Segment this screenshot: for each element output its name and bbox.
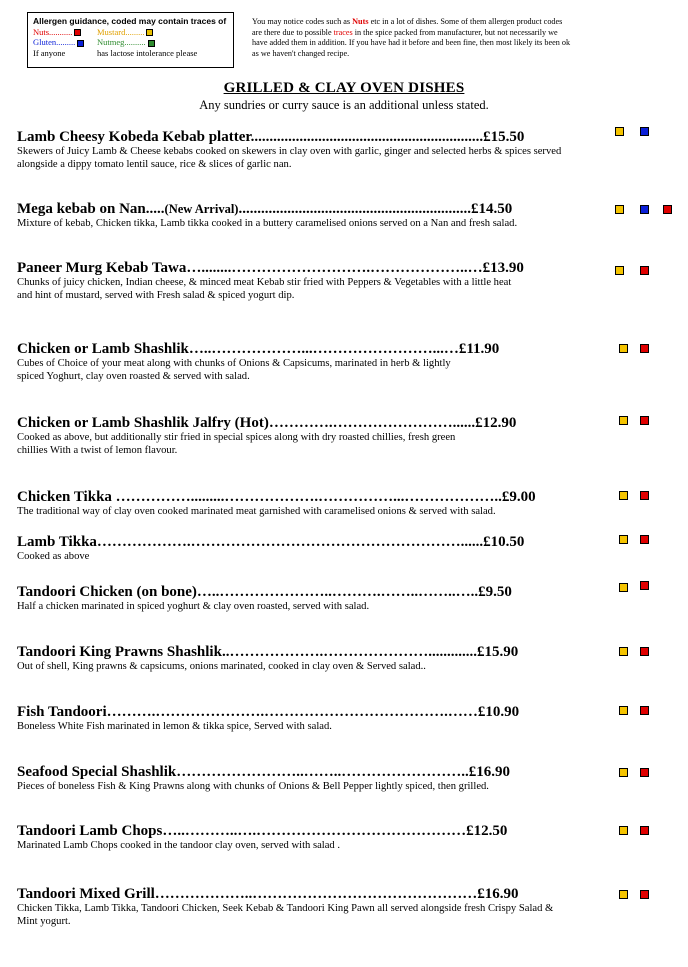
nuts-code-icon (640, 266, 649, 275)
dish-name: Fish Tandoori……….………………….……………………………….……£10.90 (17, 704, 520, 720)
mustard-code-icon (146, 29, 153, 36)
notice-text: in the spice packed from manufacturer, but not necessarily we (352, 27, 558, 37)
allergen-legend (27, 12, 234, 68)
dish-desc-line: alongside a dippy tomato lentil sauce, rice & slices of garlic nan. (17, 158, 292, 170)
notice-text: etc in a lot of dishes. Some of them allergen product codes (368, 17, 563, 26)
mustard-code-icon (619, 416, 628, 425)
dish-item (17, 533, 667, 564)
dish-desc-line: and hint of mustard, served with Fresh salad & spiced yogurt dip. (17, 289, 295, 301)
dish-item (17, 259, 667, 302)
dish-desc (17, 358, 667, 383)
allergen-notice (252, 17, 652, 59)
dish-name: Lamb Cheesy Kobeda Kebab platter..............................................................£15.50 (17, 129, 525, 145)
gluten-code-icon (640, 205, 649, 214)
legend-lactose: has lactose intolerance please (97, 47, 198, 58)
legend-nuts (33, 27, 81, 38)
dish-name: Chicken or Lamb Shashlik…..………………...……………………...…£11.90 (17, 341, 500, 357)
nuts-code-icon (640, 491, 649, 500)
dish-item (17, 763, 667, 794)
notice-text: have added them in addition. If you have had it before and been fine, then most likely its been ok (252, 38, 571, 48)
dish-desc-line: Marinated Lamb Chops cooked in the tandoor clay oven, served with salad . (17, 840, 341, 851)
legend-if-anyone: If anyone (33, 47, 66, 58)
legend-nutmeg-label: Nutmeg.......... (97, 37, 146, 47)
dish-desc-line: Chunks of juicy chicken, Indian cheese, & minced meat Kebab stir fried with Peppers & Vegetables with a little heat (17, 277, 512, 288)
legend-nuts-label: Nuts........... (33, 26, 73, 37)
dish-item (17, 340, 667, 383)
mustard-code-icon (615, 127, 624, 136)
mustard-code-icon (619, 491, 628, 500)
notice-text: You may notice codes such as (252, 17, 353, 26)
mustard-code-icon (619, 768, 628, 777)
dish-desc-line: Skewers of Juicy Lamb & Cheese kebabs cooked on skewers in clay oven with garlic, ginger and selected herbs & spices served (17, 146, 562, 157)
dish-desc (17, 661, 667, 674)
dish-desc (17, 146, 667, 171)
mustard-code-icon (619, 535, 628, 544)
nuts-code-icon (663, 205, 672, 214)
notice-text: as we haven't changed recipe. (252, 48, 350, 58)
dish-name: Tandoori King Prawns Shashlik..……………….………………….............£15.90 (17, 644, 519, 660)
dish-name: Lamb Tikka……………….………………………………………………......£10.50 (17, 534, 525, 550)
dish-desc-line: The traditional way of clay oven cooked marinated meat garnished with caramelised onions & served with salad. (17, 506, 496, 517)
dish-item (17, 583, 667, 614)
dish-item (17, 128, 667, 171)
legend-gluten (33, 37, 84, 48)
dish-name: Chicken Tikka …………….........……………….……………...………………..£9.00 (17, 489, 536, 505)
dish-desc (17, 432, 667, 457)
nuts-code-icon (640, 647, 649, 656)
legend-gluten-label: Gluten......... (33, 37, 76, 47)
dish-item (17, 885, 667, 928)
notice-nuts-word: Nuts (352, 17, 369, 26)
dish-desc (17, 721, 667, 734)
mustard-code-icon (615, 205, 624, 214)
nuts-code-icon (640, 768, 649, 777)
dish-name: Tandoori Lamb Chops…..………..….……………………………………£12.50 (17, 823, 508, 839)
dish-desc (17, 840, 667, 853)
legend-title: Allergen guidance, coded may contain traces of (33, 16, 227, 26)
dish-desc-line: Mixture of kebab, Chicken tikka, Lamb tikka cooked in a buttery caramelised onions served on a Nan and fresh salad. (17, 218, 518, 229)
dish-desc-line: Cubes of Choice of your meat along with chunks of Onions & Capsicums, marinated in herb & lightly (17, 358, 451, 369)
dish-desc (17, 218, 667, 231)
mustard-code-icon (619, 890, 628, 899)
dish-name: Seafood Special Shashlik……………………..……..……………………..£16.90 (17, 764, 510, 780)
gluten-code-icon (640, 127, 649, 136)
gluten-code-icon (77, 40, 84, 47)
dish-name: Tandoori Mixed Grill………………..………………………………………£16.90 (17, 886, 519, 902)
notice-text: are there due to possible (252, 27, 334, 37)
legend-nutmeg (97, 37, 155, 48)
dish-desc-line: Mint yogurt. (17, 915, 71, 927)
dish-item (17, 414, 667, 457)
legend-mustard (97, 27, 153, 38)
dish-name: Tandoori Chicken (on bone)…..…………………..……….……..……..…..£9.50 (17, 584, 512, 600)
dish-desc-line: Cooked as above, but additionally stir fried in special spices along with dry roasted chillies, fresh green (17, 432, 456, 443)
dish-name-badge: (New Arrival) (164, 202, 239, 216)
dish-desc-line: Pieces of boneless Fish & King Prawns along with chunks of Onions & Bell Pepper lightly spiced, then grilled. (17, 781, 489, 792)
dish-item (17, 822, 667, 853)
dish-desc (17, 277, 667, 302)
mustard-code-icon (619, 344, 628, 353)
dish-desc (17, 781, 667, 794)
legend-mustard-label: Mustard......... (97, 26, 145, 37)
mustard-code-icon (619, 706, 628, 715)
dish-desc (17, 601, 667, 614)
nuts-code-icon (640, 535, 649, 544)
nuts-code-icon (74, 29, 81, 36)
dish-item (17, 643, 667, 674)
dish-desc-line: Cooked as above (17, 551, 90, 562)
dish-name: Paneer Murg Kebab Tawa…........……………………….………………..…£13.90 (17, 260, 524, 276)
dish-item (17, 200, 667, 231)
dish-desc-line: chillies With a twist of lemon flavour. (17, 444, 178, 456)
dish-desc (17, 903, 667, 928)
mustard-code-icon (615, 266, 624, 275)
nutmeg-code-icon (148, 40, 155, 47)
dish-desc-line: Out of shell, King prawns & capsicums, onions marinated, cooked in clay oven & Served salad.. (17, 661, 426, 672)
mustard-code-icon (619, 583, 628, 592)
dish-desc-line: Boneless White Fish marinated in lemon & tikka spice, Served with salad. (17, 721, 332, 732)
mustard-code-icon (619, 647, 628, 656)
mustard-code-icon (619, 826, 628, 835)
dish-item (17, 703, 667, 734)
nuts-code-icon (640, 416, 649, 425)
nuts-code-icon (640, 344, 649, 353)
dish-name-main: Mega kebab on Nan..... (17, 201, 165, 217)
nuts-code-icon (640, 826, 649, 835)
dish-desc-line: Half a chicken marinated in spiced yoghurt & clay oven roasted, served with salad. (17, 601, 370, 612)
notice-traces-word: traces (333, 27, 353, 37)
dish-desc-line: spiced Yoghurt, clay oven roasted & served with salad. (17, 370, 250, 382)
dish-desc-line: Chicken Tikka, Lamb Tikka, Tandoori Chicken, Seek Kebab & Tandoori King Pawn all served alongside fresh Crispy Salad & (17, 903, 554, 914)
dish-desc (17, 551, 667, 564)
nuts-code-icon (640, 581, 649, 590)
section-subtitle: Any sundries or curry sauce is an additional unless stated. (199, 98, 489, 112)
nuts-code-icon (640, 706, 649, 715)
nuts-code-icon (640, 890, 649, 899)
dish-name-price: ..............................................................£14.50 (238, 201, 513, 217)
dish-name (17, 200, 667, 218)
dish-item (17, 488, 667, 519)
dish-desc (17, 506, 667, 519)
section-title: GRILLED & CLAY OVEN DISHES (223, 80, 465, 96)
dish-name: Chicken or Lamb Shashlik Jalfry (Hot)………….……………………......£12.90 (17, 415, 517, 431)
